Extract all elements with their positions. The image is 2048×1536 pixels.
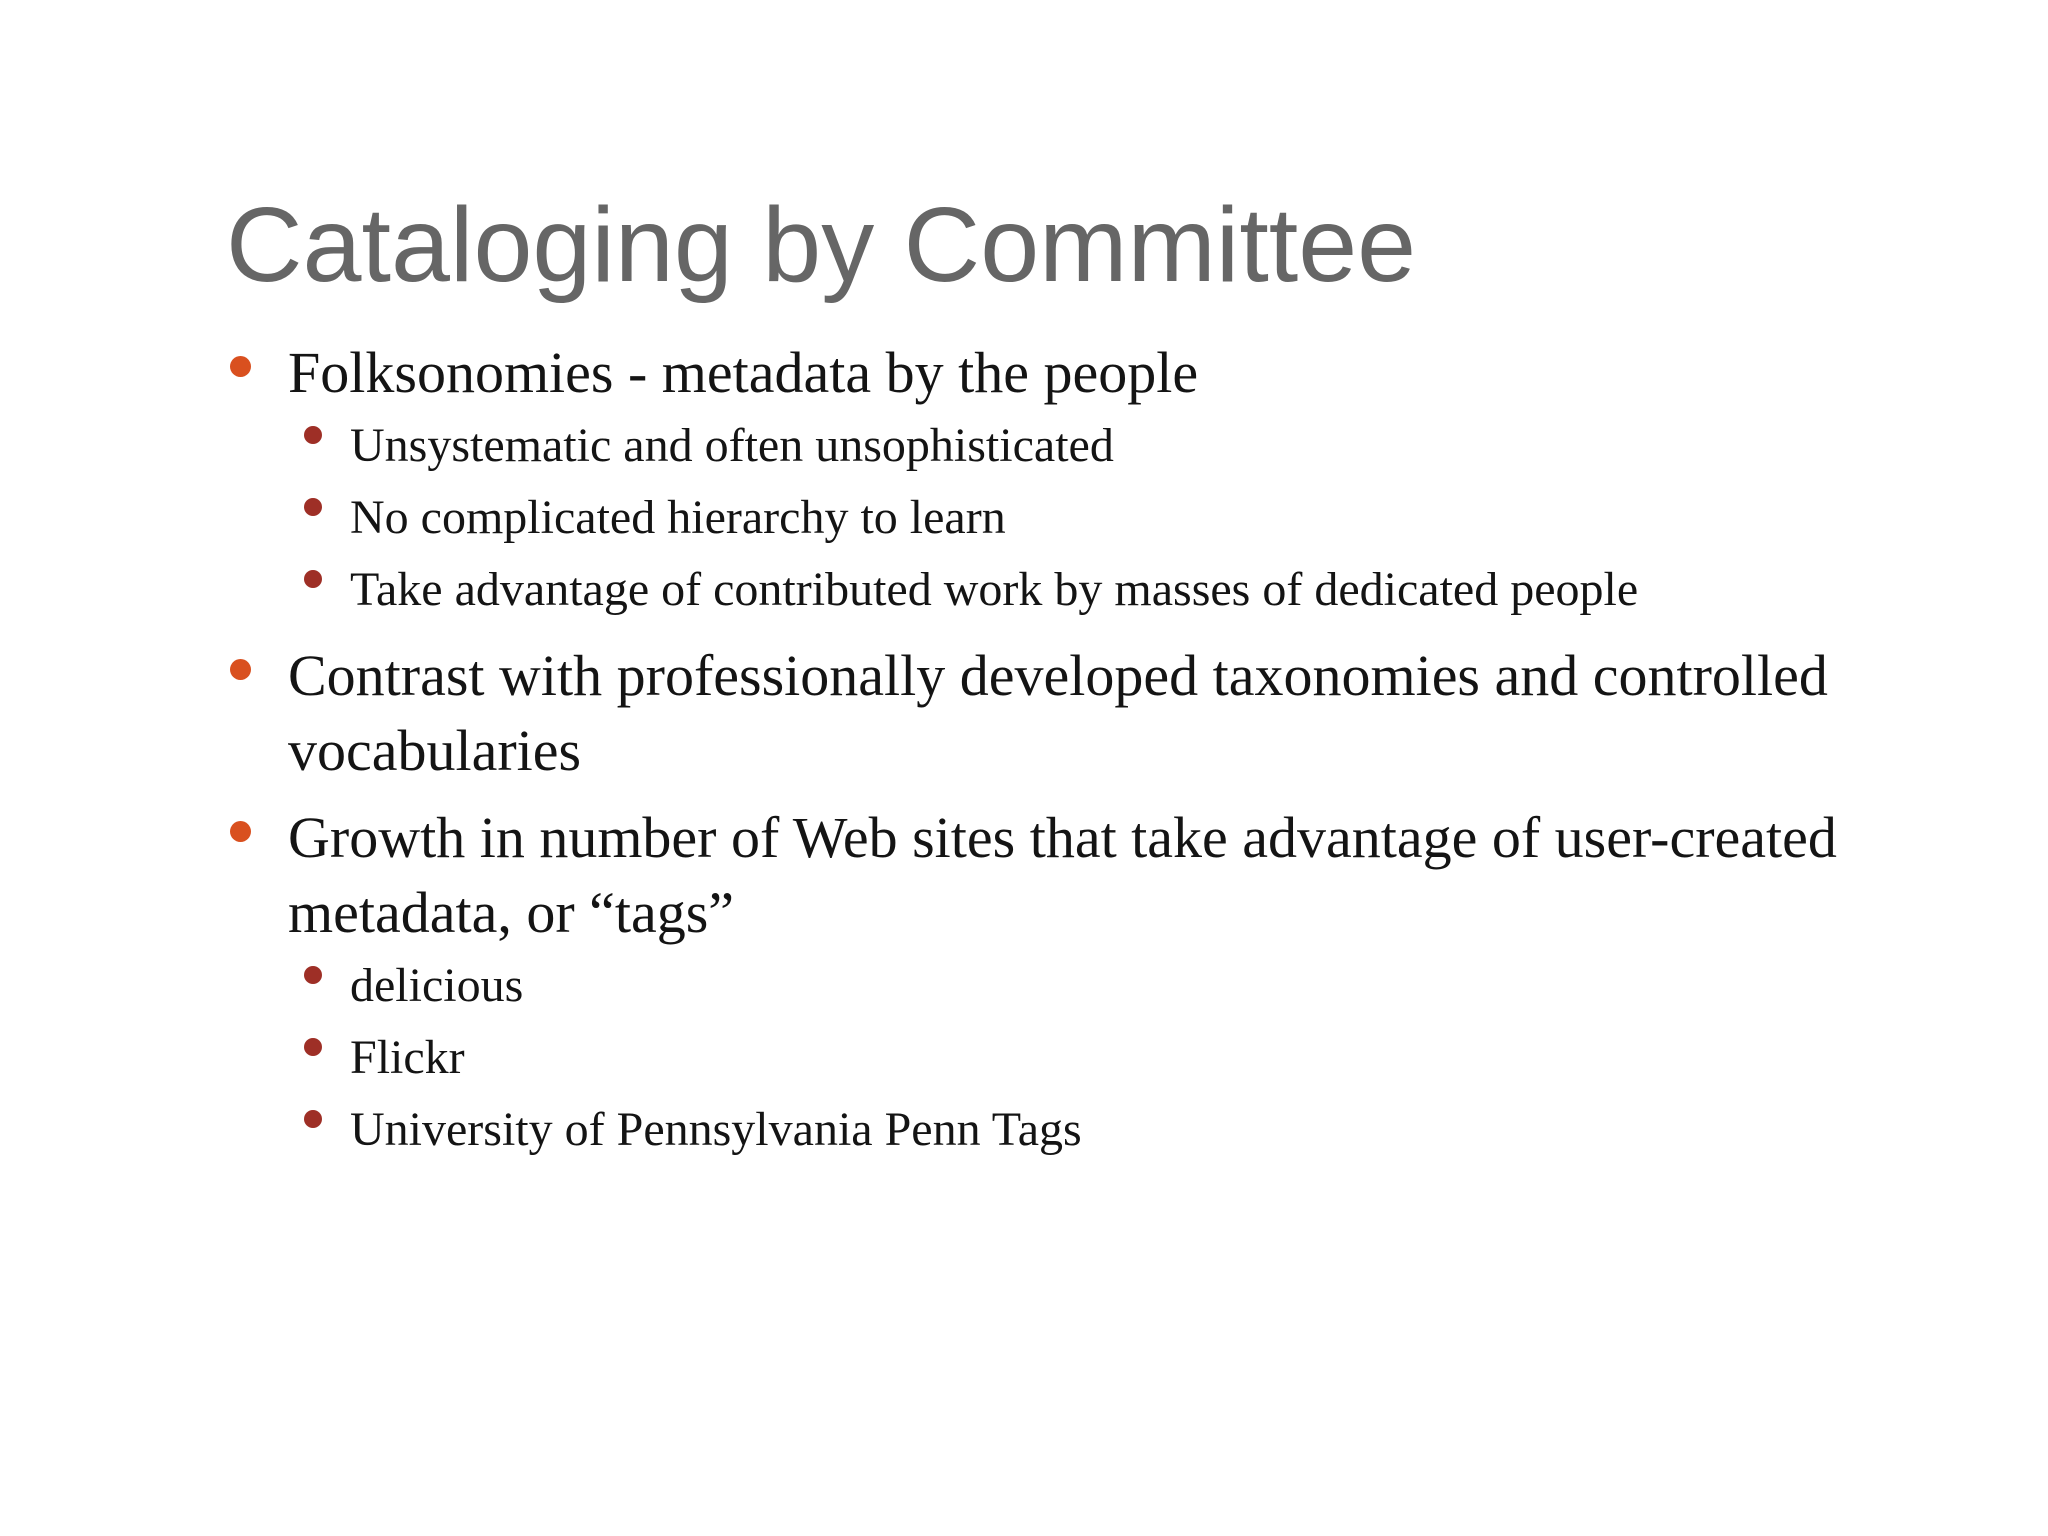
sub-bullet-item bbox=[226, 950, 1986, 1022]
sub-bullet-text: Unsystematic and often unsophisticated bbox=[350, 419, 1114, 472]
slide-title: Cataloging by Committee bbox=[226, 186, 1417, 304]
bullet-item bbox=[226, 638, 1986, 788]
bullet-text: Folksonomies - metadata by the people bbox=[288, 340, 1199, 405]
sub-bullet-text: University of Pennsylvania Penn Tags bbox=[350, 1103, 1082, 1156]
sub-bullet-dot-icon bbox=[304, 570, 322, 588]
sub-bullet-text: delicious bbox=[350, 959, 524, 1012]
sub-bullet-dot-icon bbox=[304, 1038, 322, 1056]
bullet-text: Contrast with professionally developed taxonomies and controlled vocabularies bbox=[288, 643, 1828, 783]
sub-bullet-dot-icon bbox=[304, 1110, 322, 1128]
sub-bullet-dot-icon bbox=[304, 426, 322, 444]
bullet-item bbox=[226, 800, 1986, 950]
sub-bullet-item bbox=[226, 554, 1986, 626]
sub-bullet-text: No complicated hierarchy to learn bbox=[350, 491, 1006, 544]
sub-bullet-text: Flickr bbox=[350, 1031, 465, 1084]
sub-bullet-item bbox=[226, 410, 1986, 482]
bullet-text: Growth in number of Web sites that take advantage of user-created metadata, or “tags” bbox=[288, 805, 1837, 945]
sub-bullet-dot-icon bbox=[304, 966, 322, 984]
bullet-dot-icon bbox=[230, 821, 251, 842]
sub-bullet-item bbox=[226, 482, 1986, 554]
sub-bullet-dot-icon bbox=[304, 498, 322, 516]
bullet-item bbox=[226, 335, 1986, 410]
bullet-dot-icon bbox=[230, 659, 251, 680]
bullet-dot-icon bbox=[230, 356, 251, 377]
sub-bullet-item bbox=[226, 1094, 1986, 1166]
sub-bullet-item bbox=[226, 1022, 1986, 1094]
sub-bullet-text: Take advantage of contributed work by masses of dedicated people bbox=[350, 563, 1639, 616]
bullet-list bbox=[226, 335, 1986, 1166]
